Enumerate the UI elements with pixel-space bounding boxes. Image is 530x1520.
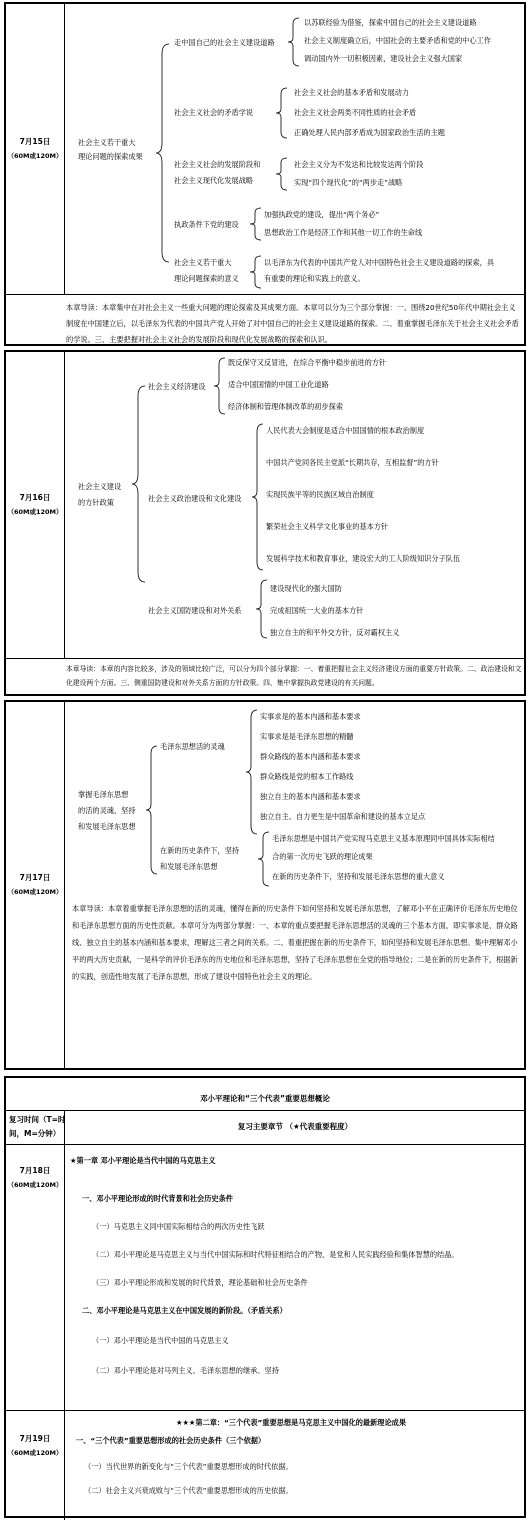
subsection-line: （一）当代世界的新变化与“三个代表”重要思想形成的时代依据。 bbox=[84, 1462, 293, 1471]
branch-item: 实事求是的基本内涵和基本要求 bbox=[260, 712, 361, 721]
subsection-line: （二）邓小平理论是马克思主义与当代中国实际和时代特征相结合的产物，是党和人民实践经验和集体智慧的结晶。 bbox=[92, 1250, 459, 1259]
subsection-line: （二）社会主义兴衰成败与“三个代表”重要思想形成的历史依据。 bbox=[84, 1486, 293, 1495]
branch-item: 以苏联经验为借鉴，探索中国自己的社会主义建设道路 bbox=[304, 18, 477, 27]
duration: （60M或120M） bbox=[7, 152, 63, 160]
branch-item: 思想政治工作是经济工作和其他一切工作的生命线 bbox=[264, 228, 423, 237]
header-time-line: 复习时间（T=时 bbox=[9, 1115, 66, 1124]
branch-label: 在新的历史条件下，坚持 bbox=[160, 846, 240, 855]
branch-item: 实现“四个现代化”的“两步走”战略 bbox=[294, 178, 403, 187]
brace bbox=[256, 580, 268, 638]
branch-item: 社会主义社会的基本矛盾和发展动力 bbox=[294, 88, 410, 97]
branch-item: 合的第一次历史飞跃的理论成果 bbox=[272, 852, 373, 861]
section-table bbox=[4, 1076, 526, 1518]
root-label: 的活的灵魂，坚持 bbox=[78, 806, 136, 815]
brace bbox=[156, 44, 170, 262]
date-cell bbox=[6, 702, 65, 1068]
header-chapter: 复习主要章节 （★代表重要程度） bbox=[237, 1122, 353, 1131]
branch-item: 调动国内外一切积极因素，建设社会主义强大国家 bbox=[304, 54, 463, 63]
branch-item: 毛泽东思想是中国共产党实现马克思主义基本原理同中国具体实际相结 bbox=[272, 834, 495, 843]
branch-item: 实现民族平等的民族区域自治制度 bbox=[266, 490, 374, 499]
branch-item: 社会主义制度确立后，中国社会的主要矛盾和党的中心工作 bbox=[304, 36, 491, 45]
branch-label: 和发展毛泽东思想 bbox=[160, 862, 218, 871]
branch-label: 社会主义经济建设 bbox=[148, 382, 206, 391]
date: 7月19日 bbox=[19, 1434, 51, 1443]
duration: （60M或120M） bbox=[7, 1181, 63, 1189]
branch-item: 经济体制和管理体制改革的初步探索 bbox=[228, 402, 344, 411]
branch-label: 执政条件下党的建设 bbox=[174, 220, 239, 229]
brace bbox=[250, 208, 262, 240]
duration: （60M或120M） bbox=[7, 508, 63, 516]
branch-item: 有重要的理论和实践上的意义。 bbox=[264, 274, 365, 283]
branch-item: 人民代表大会制度是适合中国国情的根本政治制度 bbox=[266, 426, 425, 435]
branch-label: 社会主义现代化发展战略 bbox=[174, 176, 254, 185]
branch-item: 群众路线的基本内涵和基本要求 bbox=[260, 752, 361, 761]
branch-item: 以毛泽东为代表的中国共产党人对中国特色社会主义建设道路的探索，具 bbox=[264, 258, 495, 267]
root-label: 社会主义若干重大 bbox=[78, 138, 136, 147]
branch-item: 社会主义社会两类不同性质的社会矛盾 bbox=[294, 108, 417, 117]
date: 7月16日 bbox=[19, 493, 51, 502]
mindmap-row bbox=[6, 352, 524, 659]
date: 7月18日 bbox=[19, 1166, 51, 1175]
chapter-intro: 本章导读：本章着重掌握毛泽东思想的活的灵魂，懂得在新的历史条件下如何坚持和发展毛泽东思想，了解邓小平在正确评价毛泽东历史地位和毛泽东思想方面的历史性贡献。本章可分为两部分掌握：一、本章的重点要把握毛泽东思想活的灵魂的三个基本方面，即实事求是、群众路线、独立自主的基本内涵和基本要求，理解这三者之间的关系。二、着重把握在新的历史条件下，如何坚持和发展毛泽东思想。集中理解邓小平的两大历史贡献，一是科学的评价毛泽东的历史地位和毛泽东思想，坚持了毛泽东思想在全党的指导地位；二是在新的历史条件下，根据新的实践，创造性地发展了毛泽东思想，形成了建设中国特色社会主义的理论。 bbox=[72, 904, 518, 981]
branch-item: 适合中国国情的中国工业化道路 bbox=[228, 380, 329, 389]
chapter-heading: ★第一章 邓小平理论是当代中国的马克思主义 bbox=[70, 1156, 216, 1165]
date-cell bbox=[6, 352, 65, 658]
chapter-intro: 本章导读：本章集中在对社会主义一些重大问题的理论探索及其成果方面。本章可以分为三个部分掌握：一、围绕20世纪50年代中期社会主义制度在中国建立后，以毛泽东为代表的中国共产党人开始了对中国自己的社会主义建设道路的探索。二、着重掌握毛泽东关于社会主义社会矛盾的学说。三、主要把握对社会主义社会的发展阶段和现代化发展战略的探索和认识。 bbox=[66, 303, 519, 344]
branch-item: 独立自主的和平外交方针，反对霸权主义 bbox=[270, 628, 400, 637]
subsection-line: （一）马克思主义同中国实际相结合的两次历史性飞跃 bbox=[92, 1222, 265, 1231]
chapter-intro: 本章导读：本章的内容比较多，涉及的领域比较广泛，可以分为四个部分掌握：一、着重把握社会主义经济建设方面的重要方针政策。二、政治建设和文化建设两个方面。三、侧重国防建设和对外关系方面的方针政策。四、集中掌握执政党建设的有关问题。 bbox=[66, 665, 522, 687]
brace bbox=[146, 746, 158, 874]
date-cell bbox=[6, 1144, 65, 1410]
table-header-row bbox=[6, 1110, 524, 1145]
branch-label: 社会主义社会的发展阶段和 bbox=[174, 160, 261, 169]
branch-item: 群众路线是党的根本工作路线 bbox=[260, 772, 354, 781]
header-time-line: 间，M=分钟） bbox=[9, 1129, 61, 1138]
brace bbox=[214, 358, 226, 414]
branch-item: 独立自主、自力更生是中国革命和建设的基本立足点 bbox=[260, 812, 426, 821]
duration: （60M或120M） bbox=[7, 888, 63, 896]
section-jul15 bbox=[4, 2, 526, 346]
duration: （60M或120M） bbox=[7, 1449, 63, 1457]
brace bbox=[276, 88, 288, 138]
branch-item: 既反保守又反冒进，在综合平衡中稳步前进的方针 bbox=[228, 358, 387, 367]
branch-label: 社会主义国防建设和对外关系 bbox=[148, 606, 242, 615]
date-cell bbox=[6, 4, 65, 294]
table-title: 邓小平理论和“三个代表”重要思想概论 bbox=[200, 1094, 330, 1103]
brace bbox=[288, 18, 300, 66]
root-label: 和发展毛泽东思想 bbox=[78, 822, 136, 831]
branch-item: 中国共产党同各民主党派“长期共存，互相监督”的方针 bbox=[266, 458, 439, 467]
branch-item: 加强执政党的建设，提出“两个务必” bbox=[264, 210, 380, 219]
section-jul16 bbox=[4, 350, 526, 696]
section-jul17 bbox=[4, 700, 526, 1070]
subsection-line: （三）邓小平理论形成和发展的时代背景，理论基础和社会历史条件 bbox=[92, 1278, 308, 1287]
table-row bbox=[6, 1144, 524, 1411]
branch-label: 社会主义社会的矛盾学说 bbox=[174, 108, 254, 117]
branch-item: 正确处理人民内部矛盾成为国家政治生活的主题 bbox=[294, 128, 445, 137]
chapter-heading: ★★★第二章：“三个代表”重要思想是马克思主义中国化的最新理论成果 bbox=[176, 1418, 407, 1427]
branch-item: 发展科学技术和教育事业，建设宏大的工人阶级知识分子队伍 bbox=[266, 554, 461, 563]
branch-label: 理论问题探索的意义 bbox=[174, 274, 239, 283]
section-heading: 一、邓小平理论形成的时代背景和社会历史条件 bbox=[82, 1194, 233, 1203]
branch-item: 建设现代化的强大国防 bbox=[270, 584, 342, 593]
root-label: 理论问题的探索成果 bbox=[78, 152, 143, 161]
table-row bbox=[6, 1410, 524, 1520]
section-heading: 二、邓小平理论是马克思主义在中国发展的新阶段。（矛盾关系） bbox=[82, 1306, 287, 1315]
root-label: 的方针政策 bbox=[78, 498, 114, 507]
branch-item: 完成祖国统一大业的基本方针 bbox=[270, 606, 364, 615]
branch-label: 走中国自己的社会主义建设道路 bbox=[174, 38, 275, 47]
date: 7月17日 bbox=[19, 873, 51, 882]
branch-item: 独立自主的基本内涵和基本要求 bbox=[260, 792, 361, 801]
branch-label: 毛泽东思想活的灵魂 bbox=[160, 742, 225, 751]
brace bbox=[250, 256, 262, 288]
root-label: 掌握毛泽东思想 bbox=[78, 790, 129, 799]
root-label: 社会主义建设 bbox=[78, 482, 122, 491]
section-heading: 一、“三个代表”重要思想形成的社会历史条件（三个依据） bbox=[76, 1436, 266, 1445]
branch-label: 社会主义若干重大 bbox=[174, 258, 232, 267]
branch-item: 在新的历史条件下，坚持和发展毛泽东思想的重大意义 bbox=[272, 872, 445, 881]
mindmap-row bbox=[6, 4, 524, 295]
header-cell-time bbox=[6, 1110, 65, 1144]
branch-item: 社会主义分为不发达和比较发达两个阶段 bbox=[294, 160, 424, 169]
date: 7月15日 bbox=[19, 137, 51, 146]
brace bbox=[246, 710, 258, 834]
brace bbox=[132, 386, 146, 582]
date-cell bbox=[6, 1410, 65, 1520]
branch-item: 繁荣社会主义科学文化事业的基本方针 bbox=[266, 522, 389, 531]
subsection-line: （一）邓小平理论是当代中国的马克思主义 bbox=[92, 1336, 229, 1345]
subsection-line: （二）邓小平理论是对马列主义、毛泽东思想的继承、坚持 bbox=[92, 1366, 279, 1375]
brace bbox=[258, 832, 270, 886]
branch-label: 社会主义政治建设和文化建设 bbox=[148, 494, 242, 503]
brace bbox=[252, 424, 264, 570]
branch-item: 实事求是是毛泽东思想的精髓 bbox=[260, 732, 354, 741]
table-title-row bbox=[6, 1078, 524, 1111]
brace bbox=[276, 158, 288, 190]
